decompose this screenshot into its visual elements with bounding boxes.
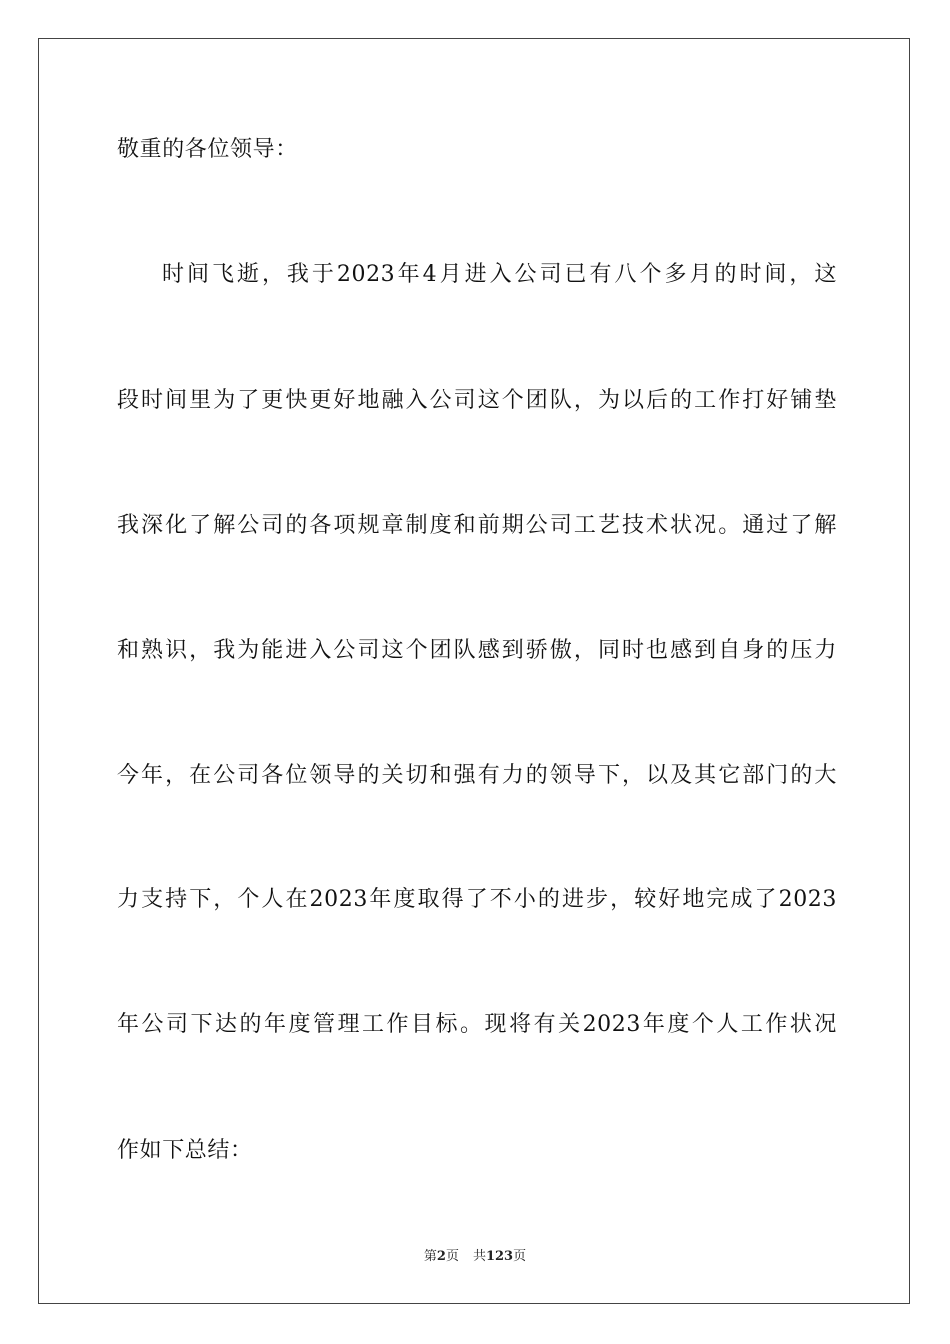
page-suffix: 页	[445, 1249, 459, 1264]
paragraph-line-1: 时间飞逝，我于2023年4月进入公司已有八个多月的时间，这	[162, 262, 837, 287]
paragraph-line-2: 段时间里为了更快更好地融入公司这个团队，为以后的工作打好铺垫	[117, 388, 837, 413]
salutation: 敬重的各位领导：	[117, 137, 298, 162]
paragraph-line-6: 力支持下，个人在2023年度取得了不小的进步，较好地完成了2023	[117, 887, 837, 912]
paragraph-line-5: 今年，在公司各位领导的关切和强有力的领导下，以及其它部门的大	[117, 763, 837, 788]
page-prefix: 第	[423, 1249, 437, 1264]
paragraph-line-4: 和熟识，我为能进入公司这个团队感到骄傲，同时也感到自身的压力	[117, 638, 837, 663]
page-number: 2	[436, 1249, 446, 1264]
paragraph-line-8: 作如下总结：	[117, 1138, 253, 1163]
page-border	[38, 38, 910, 1304]
total-pages: 123	[485, 1249, 514, 1264]
paragraph-line-3: 我深化了解公司的各项规章制度和前期公司工艺技术状况。通过了解	[117, 513, 837, 538]
total-suffix: 页	[513, 1249, 527, 1264]
paragraph-line-7: 年公司下达的年度管理工作目标。现将有关2023年度个人工作状况	[117, 1012, 837, 1037]
total-prefix: 共	[472, 1249, 486, 1264]
page-footer	[0, 1248, 950, 1266]
